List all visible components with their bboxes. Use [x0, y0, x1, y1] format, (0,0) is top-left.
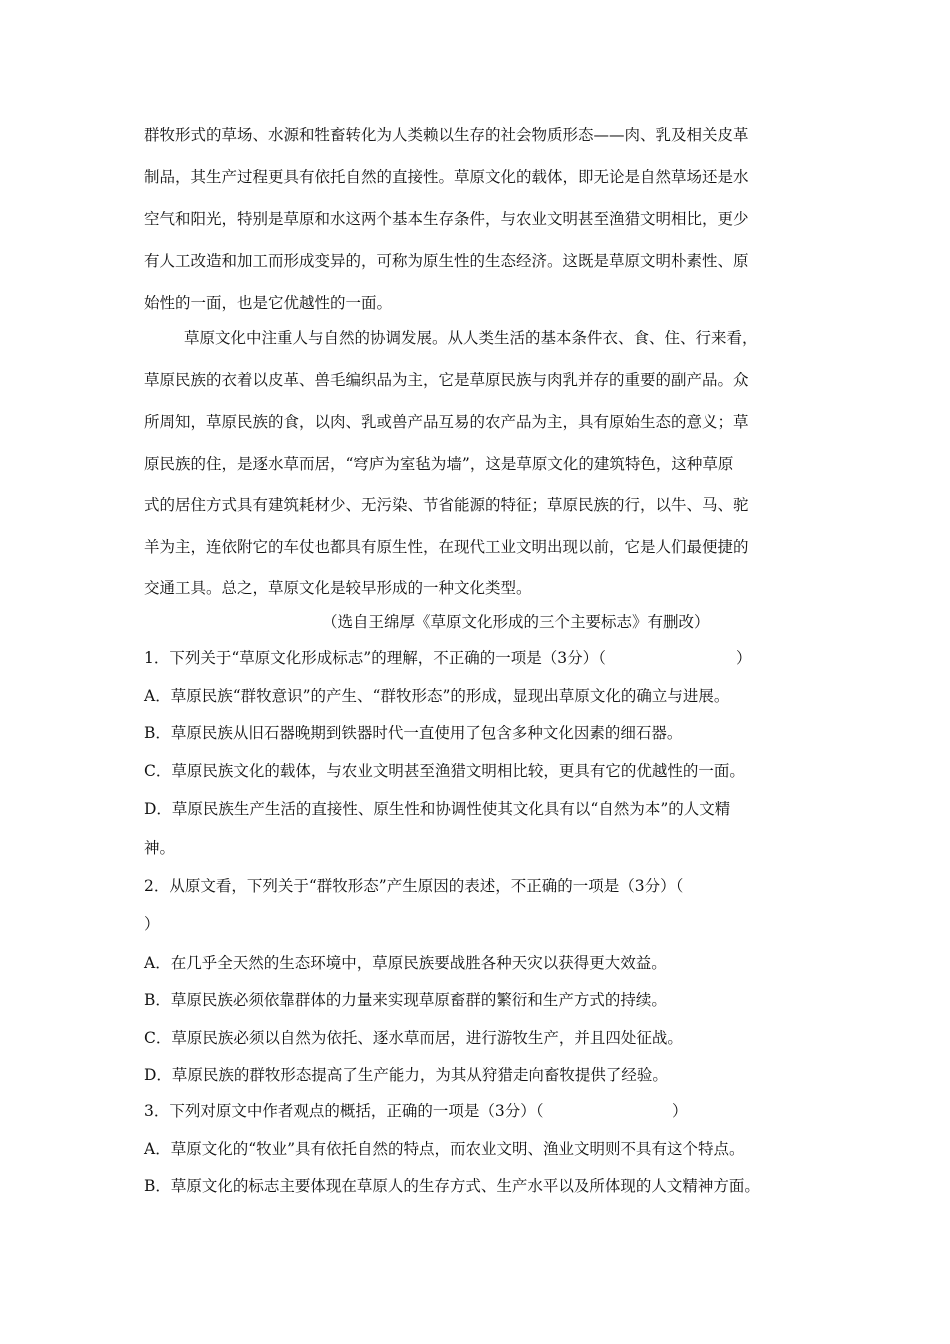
passage-p2-line-6: 羊为主，连依附它的车仗也都具有原生性，在现代工业文明出现以前，它是人们最便捷的: [144, 538, 749, 556]
question-2-option-b: B．草原民族必须依靠群体的力量来实现草原畜群的繁衍和生产方式的持续。: [144, 991, 667, 1009]
passage-p1-line-1: 群牧形式的草场、水源和牲畜转化为人类赖以生存的社会物质形态——肉、乳及相关皮革: [144, 126, 749, 144]
question-2-option-c: C．草原民族必须以自然为依托、逐水草而居，进行游牧生产，并且四处征战。: [144, 1029, 683, 1047]
question-1-option-a: A．草原民族“群牧意识”的产生、“群牧形态”的形成，显现出草原文化的确立与进展。: [144, 687, 730, 705]
question-2-stem: 2．从原文看，下列关于“群牧形态”产生原因的表述，不正确的一项是（3分）（: [144, 877, 684, 895]
question-1-paren-close: ）: [736, 649, 752, 667]
passage-p1-line-2: 制品，其生产过程更具有依托自然的直接性。草原文化的载体，即无论是自然草场还是水: [144, 168, 749, 186]
passage-p2-line-1: 草原文化中注重人与自然的协调发展。从人类生活的基本条件衣、食、住、行来看，: [184, 329, 758, 347]
question-2-option-a: A．在几乎全天然的生态环境中，草原民族要战胜各种天灾以获得更大效益。: [144, 954, 667, 972]
passage-p1-line-3: 空气和阳光，特别是草原和水这两个基本生存条件，与农业文明甚至渔猎文明相比，更少: [144, 210, 749, 228]
question-1-option-d: D．草原民族生产生活的直接性、原生性和协调性使其文化具有以“自然为本”的人文精: [144, 800, 731, 818]
question-3-stem: 3．下列对原文中作者观点的概括，正确的一项是（3分）（: [144, 1102, 544, 1120]
passage-source: （选自王绵厚《草原文化形成的三个主要标志》有删改）: [322, 613, 710, 631]
question-3-option-b: B．草原文化的标志主要体现在草原人的生存方式、生产水平以及所体现的人文精神方面。: [144, 1177, 760, 1195]
passage-p2-line-3: 所周知，草原民族的食，以肉、乳或兽产品互易的农产品为主，具有原始生态的意义；草: [144, 413, 749, 431]
passage-p2-line-7: 交通工具。总之，草原文化是较早形成的一种文化类型。: [144, 579, 532, 597]
question-3-option-a: A．草原文化的“牧业”具有依托自然的特点，而农业文明、渔业文明则不具有这个特点。: [144, 1140, 745, 1158]
question-2-option-d: D．草原民族的群牧形态提高了生产能力，为其从狩猎走向畜牧提供了经验。: [144, 1066, 668, 1084]
question-1-stem: 1．下列关于“草原文化形成标志”的理解，不正确的一项是（3分）（: [144, 649, 606, 667]
question-1-option-b: B．草原民族从旧石器晚期到铁器时代一直使用了包含多种文化因素的细石器。: [144, 724, 683, 742]
question-1-option-d-cont: 神。: [144, 839, 176, 857]
passage-p2-line-4: 原民族的住，是逐水草而居，“穹庐为室毡为墙”，这是草原文化的建筑特色，这种草原: [144, 455, 734, 473]
question-3-paren-close: ）: [672, 1102, 688, 1120]
passage-p1-line-4: 有人工改造和加工而形成变异的，可称为原生性的生态经济。这既是草原文明朴素性、原: [144, 252, 749, 270]
question-1-option-c: C．草原民族文化的载体，与农业文明甚至渔猎文明相比较，更具有它的优越性的一面。: [144, 762, 745, 780]
passage-p1-line-5: 始性的一面，也是它优越性的一面。: [144, 294, 393, 312]
passage-p2-line-2: 草原民族的衣着以皮革、兽毛编织品为主，它是草原民族与肉乳并存的重要的副产品。众: [144, 371, 749, 389]
passage-p2-line-5: 式的居住方式具有建筑耗材少、无污染、节省能源的特征；草原民族的行，以牛、马、驼: [144, 496, 749, 514]
question-2-paren-close: ）: [144, 915, 160, 933]
